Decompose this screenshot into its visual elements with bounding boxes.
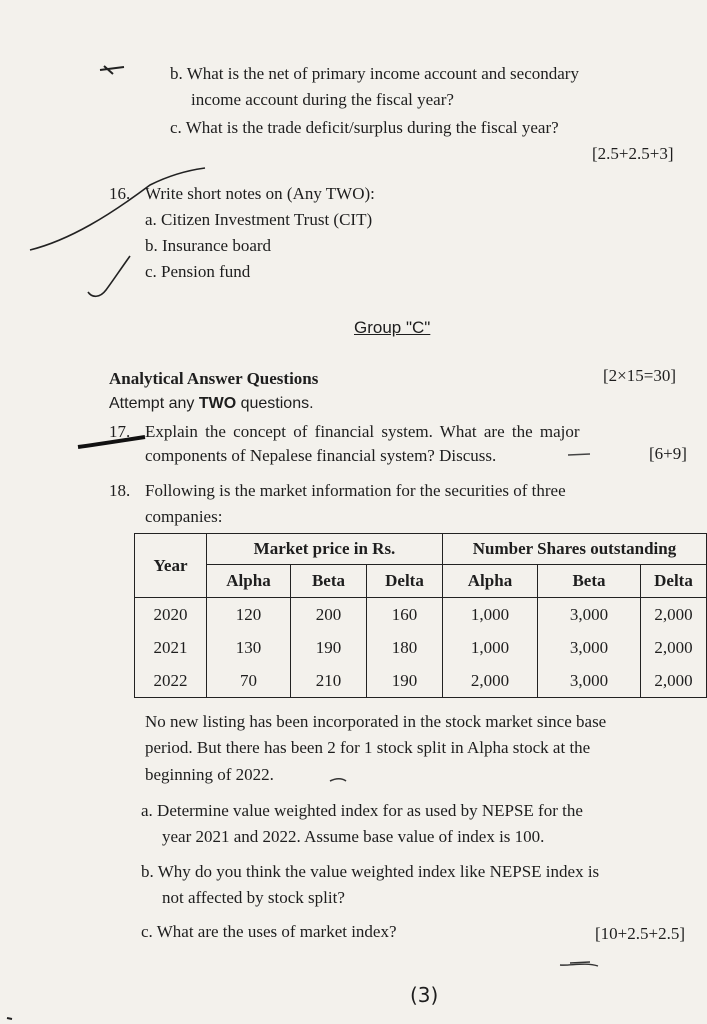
q18-note-line3: beginning of 2022. [145, 765, 274, 784]
q18-note-line1: No new listing has been incorporated in the stock market since base [145, 712, 607, 731]
table-row [135, 598, 707, 632]
q18-marks: [10+2.5+2.5] [595, 924, 685, 943]
table-cell: 2021 [135, 631, 207, 664]
section-title: Analytical Answer Questions [109, 369, 319, 388]
section-marks: [2×15=30] [603, 366, 676, 385]
q16-item-c: c. Pension fund [145, 262, 251, 281]
table-cell: 2,000 [641, 631, 707, 664]
q17-line2: components of Nepalese financial system? Discuss. [145, 446, 497, 465]
q15-part-b-line2: income account during the fiscal year? [191, 90, 454, 109]
q17-marks: [6+9] [649, 444, 687, 463]
q18-part-b-line1: b. Why do you think the value weighted index like NEPSE index is [141, 862, 600, 881]
q17-line1: Explain the concept of financial system. What are the major [145, 422, 580, 441]
shares-outstanding-header: Number Shares outstanding [443, 534, 707, 565]
section-instruction: Attempt any TWO questions. [109, 395, 314, 412]
q16-number: 16. [109, 184, 131, 203]
q15-part-b-line1: b. What is the net of primary income account and secondary [170, 64, 579, 83]
table-cell: 2,000 [641, 598, 707, 632]
q16-item-b: b. Insurance board [145, 236, 272, 255]
table-cell: 3,000 [538, 631, 641, 664]
page-number: (3) [410, 983, 439, 1007]
table-cell: 180 [367, 631, 443, 664]
q15-part-c: c. What is the trade deficit/surplus during the fiscal year? [170, 118, 559, 137]
q16-item-a: a. Citizen Investment Trust (CIT) [145, 210, 373, 229]
sub-header-beta-price: Beta [291, 565, 367, 598]
q18-number: 18. [109, 481, 131, 500]
table-cell: 210 [291, 664, 367, 698]
group-heading: Group "C" [354, 318, 431, 337]
table-cell: 3,000 [538, 664, 641, 698]
year-header: Year [135, 534, 207, 598]
q18-note-line2: period. But there has been 2 for 1 stock split in Alpha stock at the [145, 738, 591, 757]
table-cell: 2020 [135, 598, 207, 632]
table-cell: 200 [291, 598, 367, 632]
q18-part-a-line2: year 2021 and 2022. Assume base value of index is 100. [162, 827, 545, 846]
q16-prompt: Write short notes on (Any TWO): [145, 184, 375, 203]
q18-part-c: c. What are the uses of market index? [141, 922, 397, 941]
table-cell: 70 [207, 664, 291, 698]
table-cell: 160 [367, 598, 443, 632]
sub-header-alpha-shares: Alpha [443, 565, 538, 598]
table-cell: 190 [367, 664, 443, 698]
sub-header-beta-shares: Beta [538, 565, 641, 598]
table-cell: 1,000 [443, 631, 538, 664]
q18-part-b-line2: not affected by stock split? [162, 888, 345, 907]
sub-header-delta-shares: Delta [641, 565, 707, 598]
q17-number: 17. [109, 422, 131, 441]
table-cell: 190 [291, 631, 367, 664]
table-row [135, 664, 707, 698]
market-info-table [134, 533, 707, 698]
q18-part-a-line1: a. Determine value weighted index for as used by NEPSE for the [141, 801, 583, 820]
table-cell: 1,000 [443, 598, 538, 632]
sub-header-delta-price: Delta [367, 565, 443, 598]
q15-marks: [2.5+2.5+3] [592, 144, 674, 163]
table-cell: 120 [207, 598, 291, 632]
sub-header-alpha-price: Alpha [207, 565, 291, 598]
market-price-header: Market price in Rs. [207, 534, 443, 565]
table-cell: 2,000 [443, 664, 538, 698]
table-cell: 3,000 [538, 598, 641, 632]
table-row [135, 631, 707, 664]
q18-line2: companies: [145, 507, 223, 526]
q18-line1: Following is the market information for the securities of three [145, 481, 566, 500]
table-cell: 2,000 [641, 664, 707, 698]
table-cell: 130 [207, 631, 291, 664]
table-cell: 2022 [135, 664, 207, 698]
